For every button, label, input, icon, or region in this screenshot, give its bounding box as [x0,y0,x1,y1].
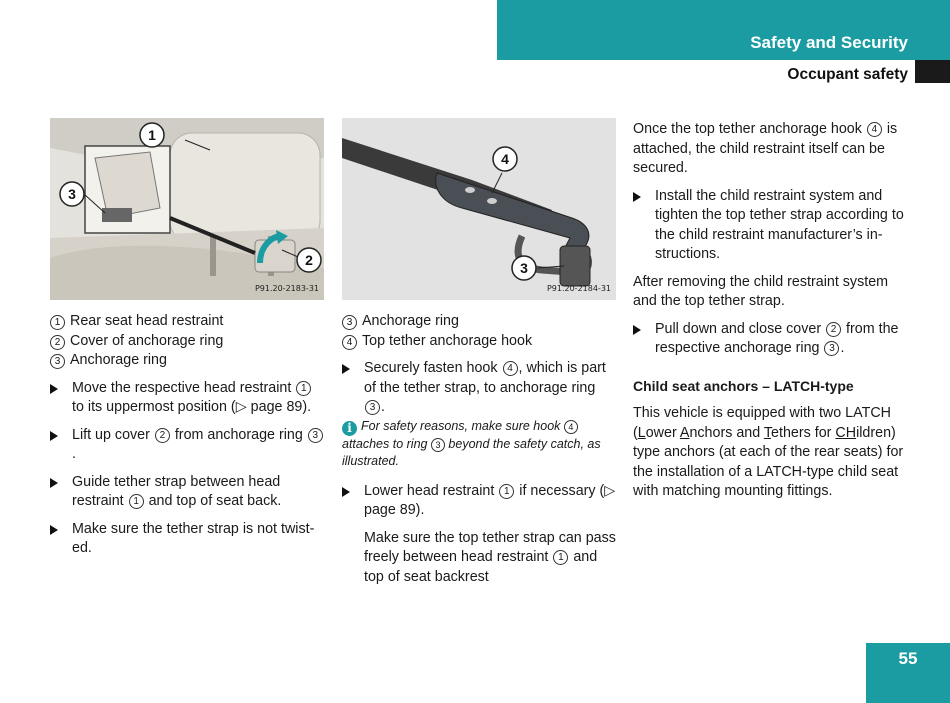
callout-number: 3 [365,400,380,415]
page-number-tab [866,643,950,703]
callout-number: 3 [342,315,357,330]
step-arrow-icon [50,384,58,394]
step-arrow-icon [633,325,641,335]
callout-number: 3 [431,438,445,452]
callout-number: 1 [499,484,514,499]
header-marker [915,60,950,83]
step-arrow-icon [633,192,641,202]
paragraph: After removing the child restraint system and the top tether strap. [633,273,889,309]
callout-2: 2 [305,252,313,268]
instruction-step: Install the child restraint system and tighten the top tether strap according to the child restraint manufacturer’s in-structions. [633,187,911,265]
callout-1: 1 [148,127,156,143]
legend-text: Anchorage ring [362,313,459,329]
callout-number: 1 [129,494,144,509]
callout-number: 4 [867,122,882,137]
callout-number: 3 [824,341,839,356]
tether-hook-illustration [342,118,616,300]
column-1 [50,118,324,559]
step-arrow-icon [50,478,58,488]
legend-item [342,312,616,332]
callout-number: 4 [564,420,578,434]
instruction-step: Make sure the tether strap is not twist-ed. [50,520,324,559]
info-icon: i [342,421,357,436]
subsection-title: Occupant safety [787,66,908,83]
instruction-step: Securely fasten hook 4 , which is part of the tether strap, to anchorage ring 3 . [342,359,616,418]
callout-3: 3 [520,260,528,276]
callout-number: 1 [553,550,568,565]
legend-text: Rear seat head restraint [70,313,224,329]
legend-text: Anchorage ring [70,352,167,368]
step-continuation: Make sure the top tether strap can pass freely between head restraint 1 and top of seat backrest [364,529,616,585]
safety-note: i For safety reasons, make sure hook 4 attaches to ring 3 beyond the safety catch, as illustrated. [342,418,601,468]
section-title: Safety and Security [750,33,908,52]
column-2 [342,118,616,587]
instruction-step: Move the respective head restraint 1 to its uppermost position (▷ page 89). [50,379,324,418]
figure-code: P91.20-2183-31 [254,283,319,293]
step-arrow-icon [50,525,58,535]
instruction-step: Lower head restraint 1 if necessary (▷ page 89). [342,482,616,521]
section-heading: Child seat anchors – LATCH-type [633,377,854,394]
legend-item [50,332,324,352]
legend-item [342,332,616,352]
step-arrow-icon [50,431,58,441]
callout-number: 1 [50,315,65,330]
callout-3: 3 [68,186,76,202]
step-arrow-icon [342,487,350,497]
legend-text: Top tether anchorage hook [362,332,533,349]
callout-number: 3 [50,354,65,369]
figure-code: P91.20-2184-31 [546,283,611,293]
instruction-step: Guide tether strap between head restraint 1 and top of seat back. [50,473,324,512]
callout-number: 1 [296,381,311,396]
callout-number: 2 [826,322,841,337]
callout-number: 4 [342,335,357,350]
instruction-step: Pull down and close cover 2 from the respective anchorage ring 3 . [633,320,911,359]
figure-head-restraint [50,118,324,300]
legend-text: Cover of anchorage ring [70,332,224,349]
paragraph: Once the top tether anchorage hook 4 is attached, the child restraint itself can be secured. [633,121,898,176]
figure-tether-hook [342,118,616,300]
head-restraint-illustration [50,118,324,300]
header-band [497,0,950,60]
legend-item [50,312,324,332]
callout-number: 2 [50,335,65,350]
callout-4: 4 [501,151,509,167]
instruction-step: Lift up cover 2 from anchorage ring 3. [50,426,324,465]
column-3 [633,120,911,502]
page-number: 55 [898,649,918,668]
step-arrow-icon [342,364,350,374]
callout-number: 4 [503,361,518,376]
callout-number: 2 [155,428,170,443]
legend-item [50,351,324,371]
callout-number: 3 [308,428,323,443]
paragraph: This vehicle is equipped with two LATCH (Lower Anchors and Tethers for CHildren) type anchors (at each of the rear seats) for the installation of a LATCH-type child seat with matching mounting fittings. [633,405,904,499]
